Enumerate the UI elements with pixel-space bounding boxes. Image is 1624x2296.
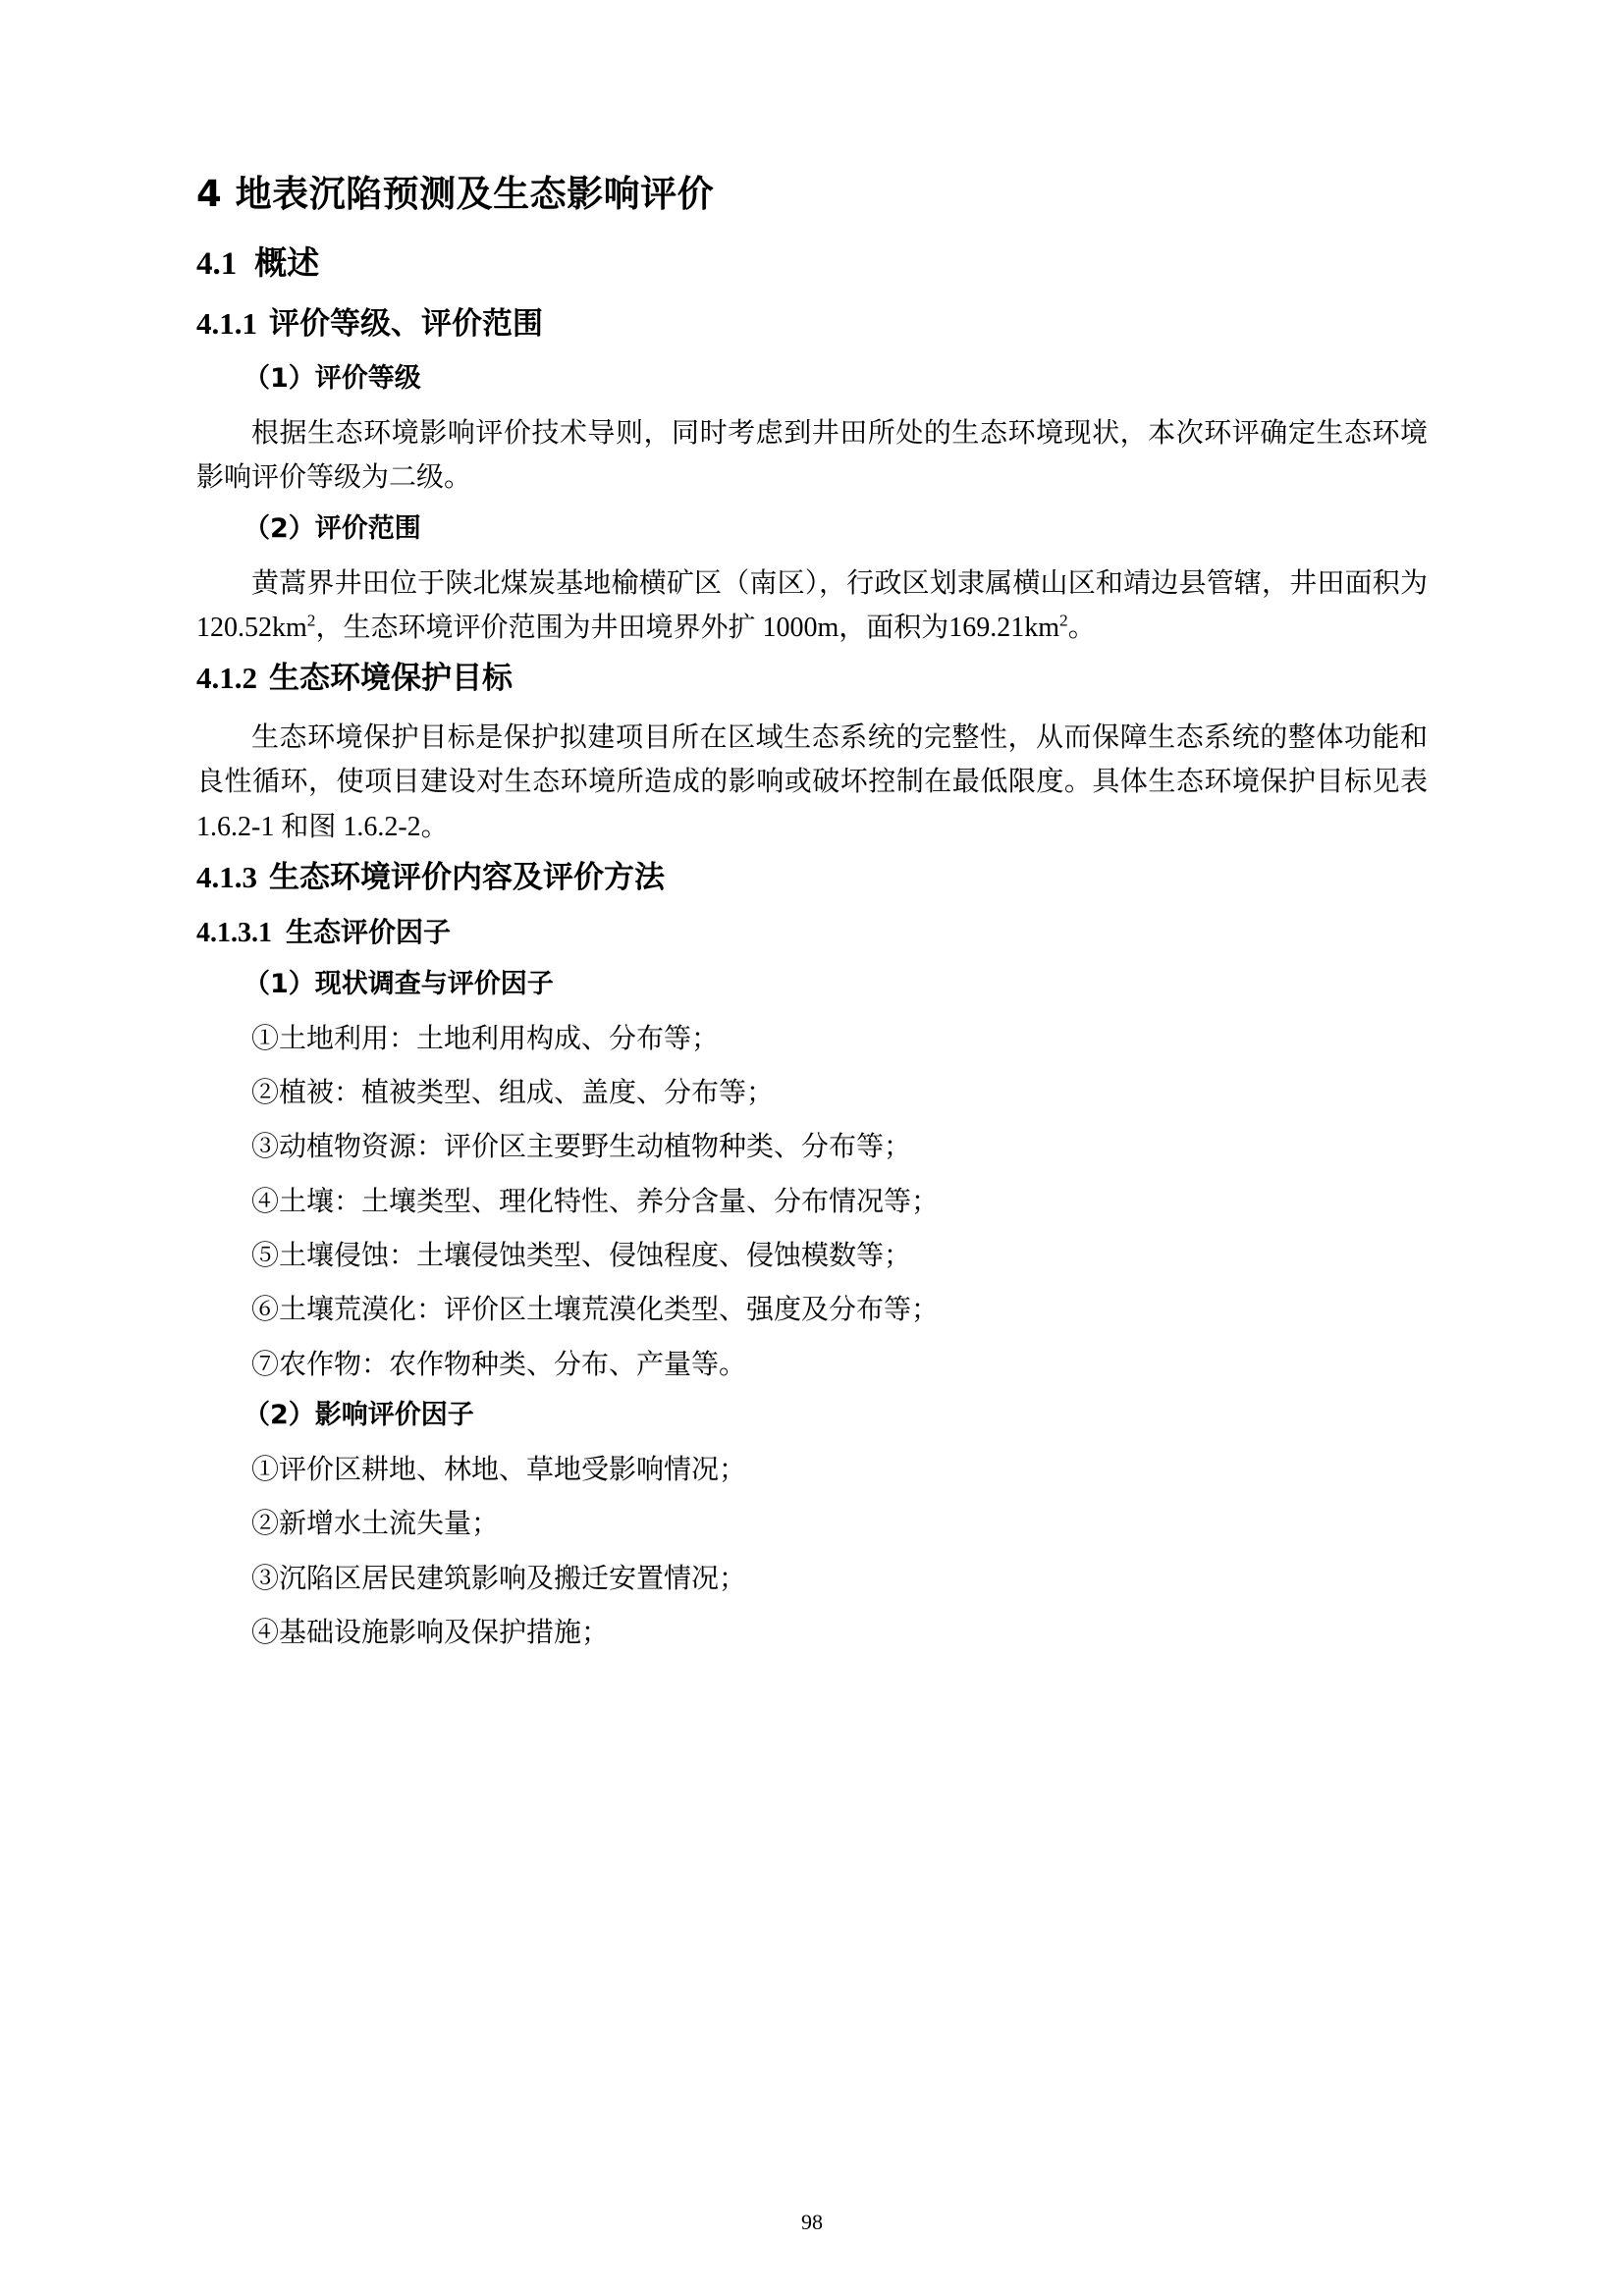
scope-line-1: 黄蒿界井田位于陕北煤炭基地榆横矿区（南区），行政区划隶属横山区和靖边县管 [251,567,1234,599]
section-heading-4-1-3-1 [196,915,1428,950]
list-item: ③沉陷区居民建筑影响及搬迁安置情况； [251,1563,747,1594]
label-evaluation-grade: （1）评价等级 [244,363,421,395]
list-item: ④土壤：土壤类型、理化特性、养分含量、分布情况等； [251,1186,940,1217]
list-item: ⑤土壤侵蚀：土壤侵蚀类型、侵蚀程度、侵蚀模数等； [251,1241,912,1272]
paragraph-evaluation-scope [196,561,1428,651]
section-heading-4-1-2 [196,660,1428,698]
section-title-4-1-2: 生态环境保护目标 [269,661,513,697]
scope-line-3b: 。 [1067,612,1096,643]
scope-line-2a: 辖，井田面积为 120.52km [196,567,1428,643]
section-heading-4-1 [196,242,1428,285]
section-heading-4-1-3 [196,859,1428,897]
scope-sup-1: 2 [306,611,316,630]
paragraph-evaluation-grade: 根据生态环境影响评价技术导则，同时考虑到井田所处的生态环境现状，本次环评确定生态环境影响评价等级为二级。 [196,418,1428,494]
list-item: ②新增水土流失量； [251,1509,500,1540]
section-title-4-1: 概述 [254,243,320,283]
list-item: ②植被：植被类型、组成、盖度、分布等； [251,1078,775,1109]
page-number: 98 [801,2210,823,2234]
section-heading-4-1-1 [196,305,1428,344]
list-item: ①土地利用：土地利用构成、分布等； [251,1023,720,1054]
section-title-4-1-3: 生态环境评价内容及评价方法 [269,860,665,896]
section-number-4-1-1: 4.1.1 [196,305,257,341]
list-item: ⑦农作物：农作物种类、分布、产量等。 [251,1349,747,1380]
label-evaluation-scope: （2）评价范围 [244,512,421,544]
list-item: ④基础设施影响及保护措施； [251,1618,610,1649]
list-item: ③动植物资源：评价区主要野生动植物种类、分布等； [251,1132,912,1163]
label-impact-factors: （2）影响评价因子 [244,1400,474,1431]
label-status-factors: （1）现状调查与评价因子 [244,968,554,999]
chapter-heading: 4 地表沉陷预测及生态影响评价 [196,173,715,215]
scope-sup-2: 2 [1059,611,1068,630]
scope-line-2b: ，生态环境评价范围为井田境界外扩 1000m，面积为 [315,612,949,643]
section-title-4-1-1: 评价等级、评价范围 [269,305,543,342]
section-title-4-1-3-1: 生态评价因子 [286,915,452,948]
section-number-4-1: 4.1 [196,246,238,283]
paragraph-protection-goals: 生态环境保护目标是保护拟建项目所在区域生态系统的完整性，从而保障生态系统的整体功能和良性循环，使项目建设对生态环境所造成的影响或破坏控制在最低限度。具体生态环境保护目标见表 1.6.2-1 和图 1.6.2-2。 [196,722,1428,842]
section-number-4-1-2: 4.1.2 [196,661,257,696]
scope-line-3a: 169.21km [948,612,1060,643]
section-number-4-1-3-1: 4.1.3.1 [196,917,272,948]
list-item: ①评价区耕地、林地、草地受影响情况； [251,1454,747,1485]
list-item: ⑥土壤荒漠化：评价区土壤荒漠化类型、强度及分布等； [251,1295,940,1326]
section-number-4-1-3: 4.1.3 [196,860,257,895]
